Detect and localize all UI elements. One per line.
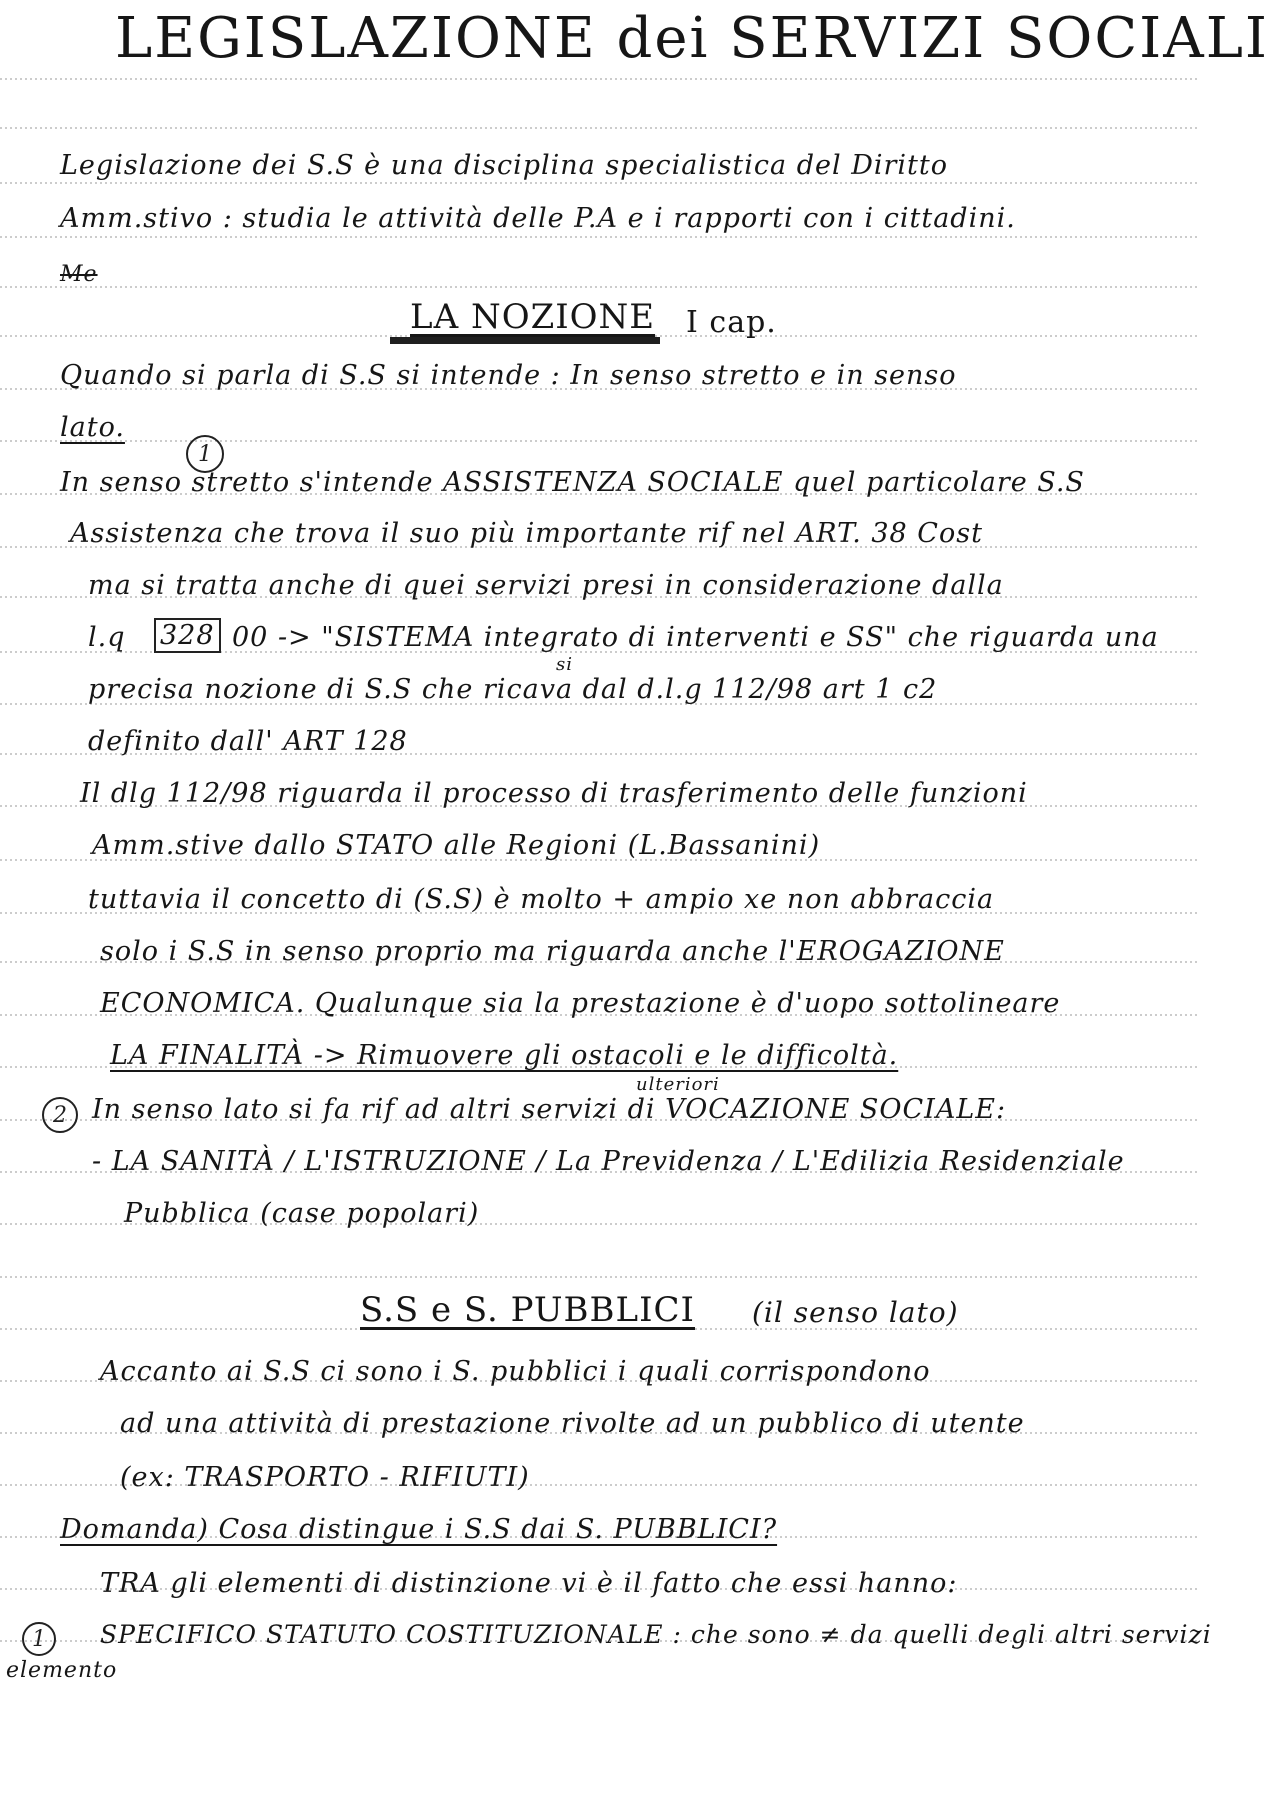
- section-heading-nozione: LA NOZIONE: [410, 297, 656, 337]
- numbered-circle-1: 1: [186, 435, 224, 473]
- page-title: LEGISLAZIONE dei SERVIZI SOCIALI: [115, 6, 1270, 71]
- s2-line-7: elemento: [6, 1658, 118, 1683]
- s2-line-3: (ex: TRASPORTO - RIFIUTI): [120, 1462, 530, 1493]
- s1-line-15: In senso lato si fa rif ad altri servizi di VOCAZIONE SOCIALE:: [92, 1094, 1007, 1125]
- numbered-circle-2: 2: [42, 1097, 78, 1133]
- section-heading-pubblici: S.S e S. PUBBLICI: [360, 1290, 695, 1330]
- s1-line-11: tuttavia il concetto di (S.S) è molto + ampio xe non abbraccia: [88, 884, 995, 915]
- intro-line-1: Legislazione dei S.S è una disciplina specialistica del Diritto: [60, 150, 948, 181]
- law-number-box: 328: [154, 618, 221, 653]
- s1-line-1: Quando si parla di S.S si intende : In senso stretto e in senso: [60, 360, 957, 391]
- s1-line-4: Assistenza che trova il suo più importante rif nel ART. 38 Cost: [70, 518, 983, 549]
- s1-line-7-superscript: si: [556, 654, 573, 675]
- intro-scribble: Me: [60, 262, 98, 287]
- s1-line-5: ma si tratta anche di quei servizi presi in considerazione dalla: [88, 570, 1004, 601]
- section-heading-pubblici-suffix: (il senso lato): [752, 1296, 959, 1329]
- s2-line-4: Domanda) Cosa distingue i S.S dai S. PUBBLICI?: [60, 1514, 778, 1545]
- s1-line-7: precisa nozione di S.S che ricava dal d.l.g 112/98 art 1 c2: [88, 674, 938, 705]
- s1-line-14: LA FINALITÀ -> Rimuovere gli ostacoli e le difficoltà.: [110, 1040, 899, 1071]
- s1-line-13: ECONOMICA. Qualunque sia la prestazione è d'uopo sottolineare: [100, 988, 1061, 1019]
- s1-line-8: definito dall' ART 128: [88, 726, 408, 757]
- s1-line-12: solo i S.S in senso proprio ma riguarda anche l'EROGAZIONE: [100, 936, 1005, 967]
- s1-line-3: In senso stretto s'intende ASSISTENZA SOCIALE quel particolare S.S: [60, 467, 1085, 498]
- s2-line-2: ad una attività di prestazione rivolte ad un pubblico di utente: [120, 1408, 1025, 1439]
- s2-line-5: TRA gli elementi di distinzione vi è il fatto che essi hanno:: [100, 1568, 958, 1599]
- numbered-circle-3: 1: [22, 1622, 56, 1656]
- section-heading-chapter: I cap.: [686, 305, 777, 340]
- intro-line-2: Amm.stivo : studia le attività delle P.A e i rapporti con i cittadini.: [60, 203, 1016, 234]
- s1-line-17: Pubblica (case popolari): [124, 1198, 480, 1229]
- s1-line-10: Amm.stive dallo STATO alle Regioni (L.Bassanini): [92, 830, 821, 861]
- s1-line-16: - LA SANITÀ / L'ISTRUZIONE / La Previdenza / L'Edilizia Residenziale: [92, 1146, 1125, 1177]
- s2-line-1: Accanto ai S.S ci sono i S. pubblici i quali corrispondono: [100, 1356, 931, 1387]
- s1-line-2: lato.: [60, 412, 125, 443]
- heading-underline-bar: [390, 337, 660, 344]
- s1-line-15-superscript: ulteriori: [636, 1074, 720, 1095]
- s1-line-9: Il dlg 112/98 riguarda il processo di trasferimento delle funzioni: [80, 778, 1028, 809]
- s1-line-6a: l.q: [88, 622, 126, 653]
- s1-line-6b: 00 -> "SISTEMA integrato di interventi e SS" che riguarda una: [232, 622, 1159, 653]
- s2-line-6: SPECIFICO STATUTO COSTITUZIONALE : che sono ≠ da quelli degli altri servizi: [100, 1620, 1212, 1649]
